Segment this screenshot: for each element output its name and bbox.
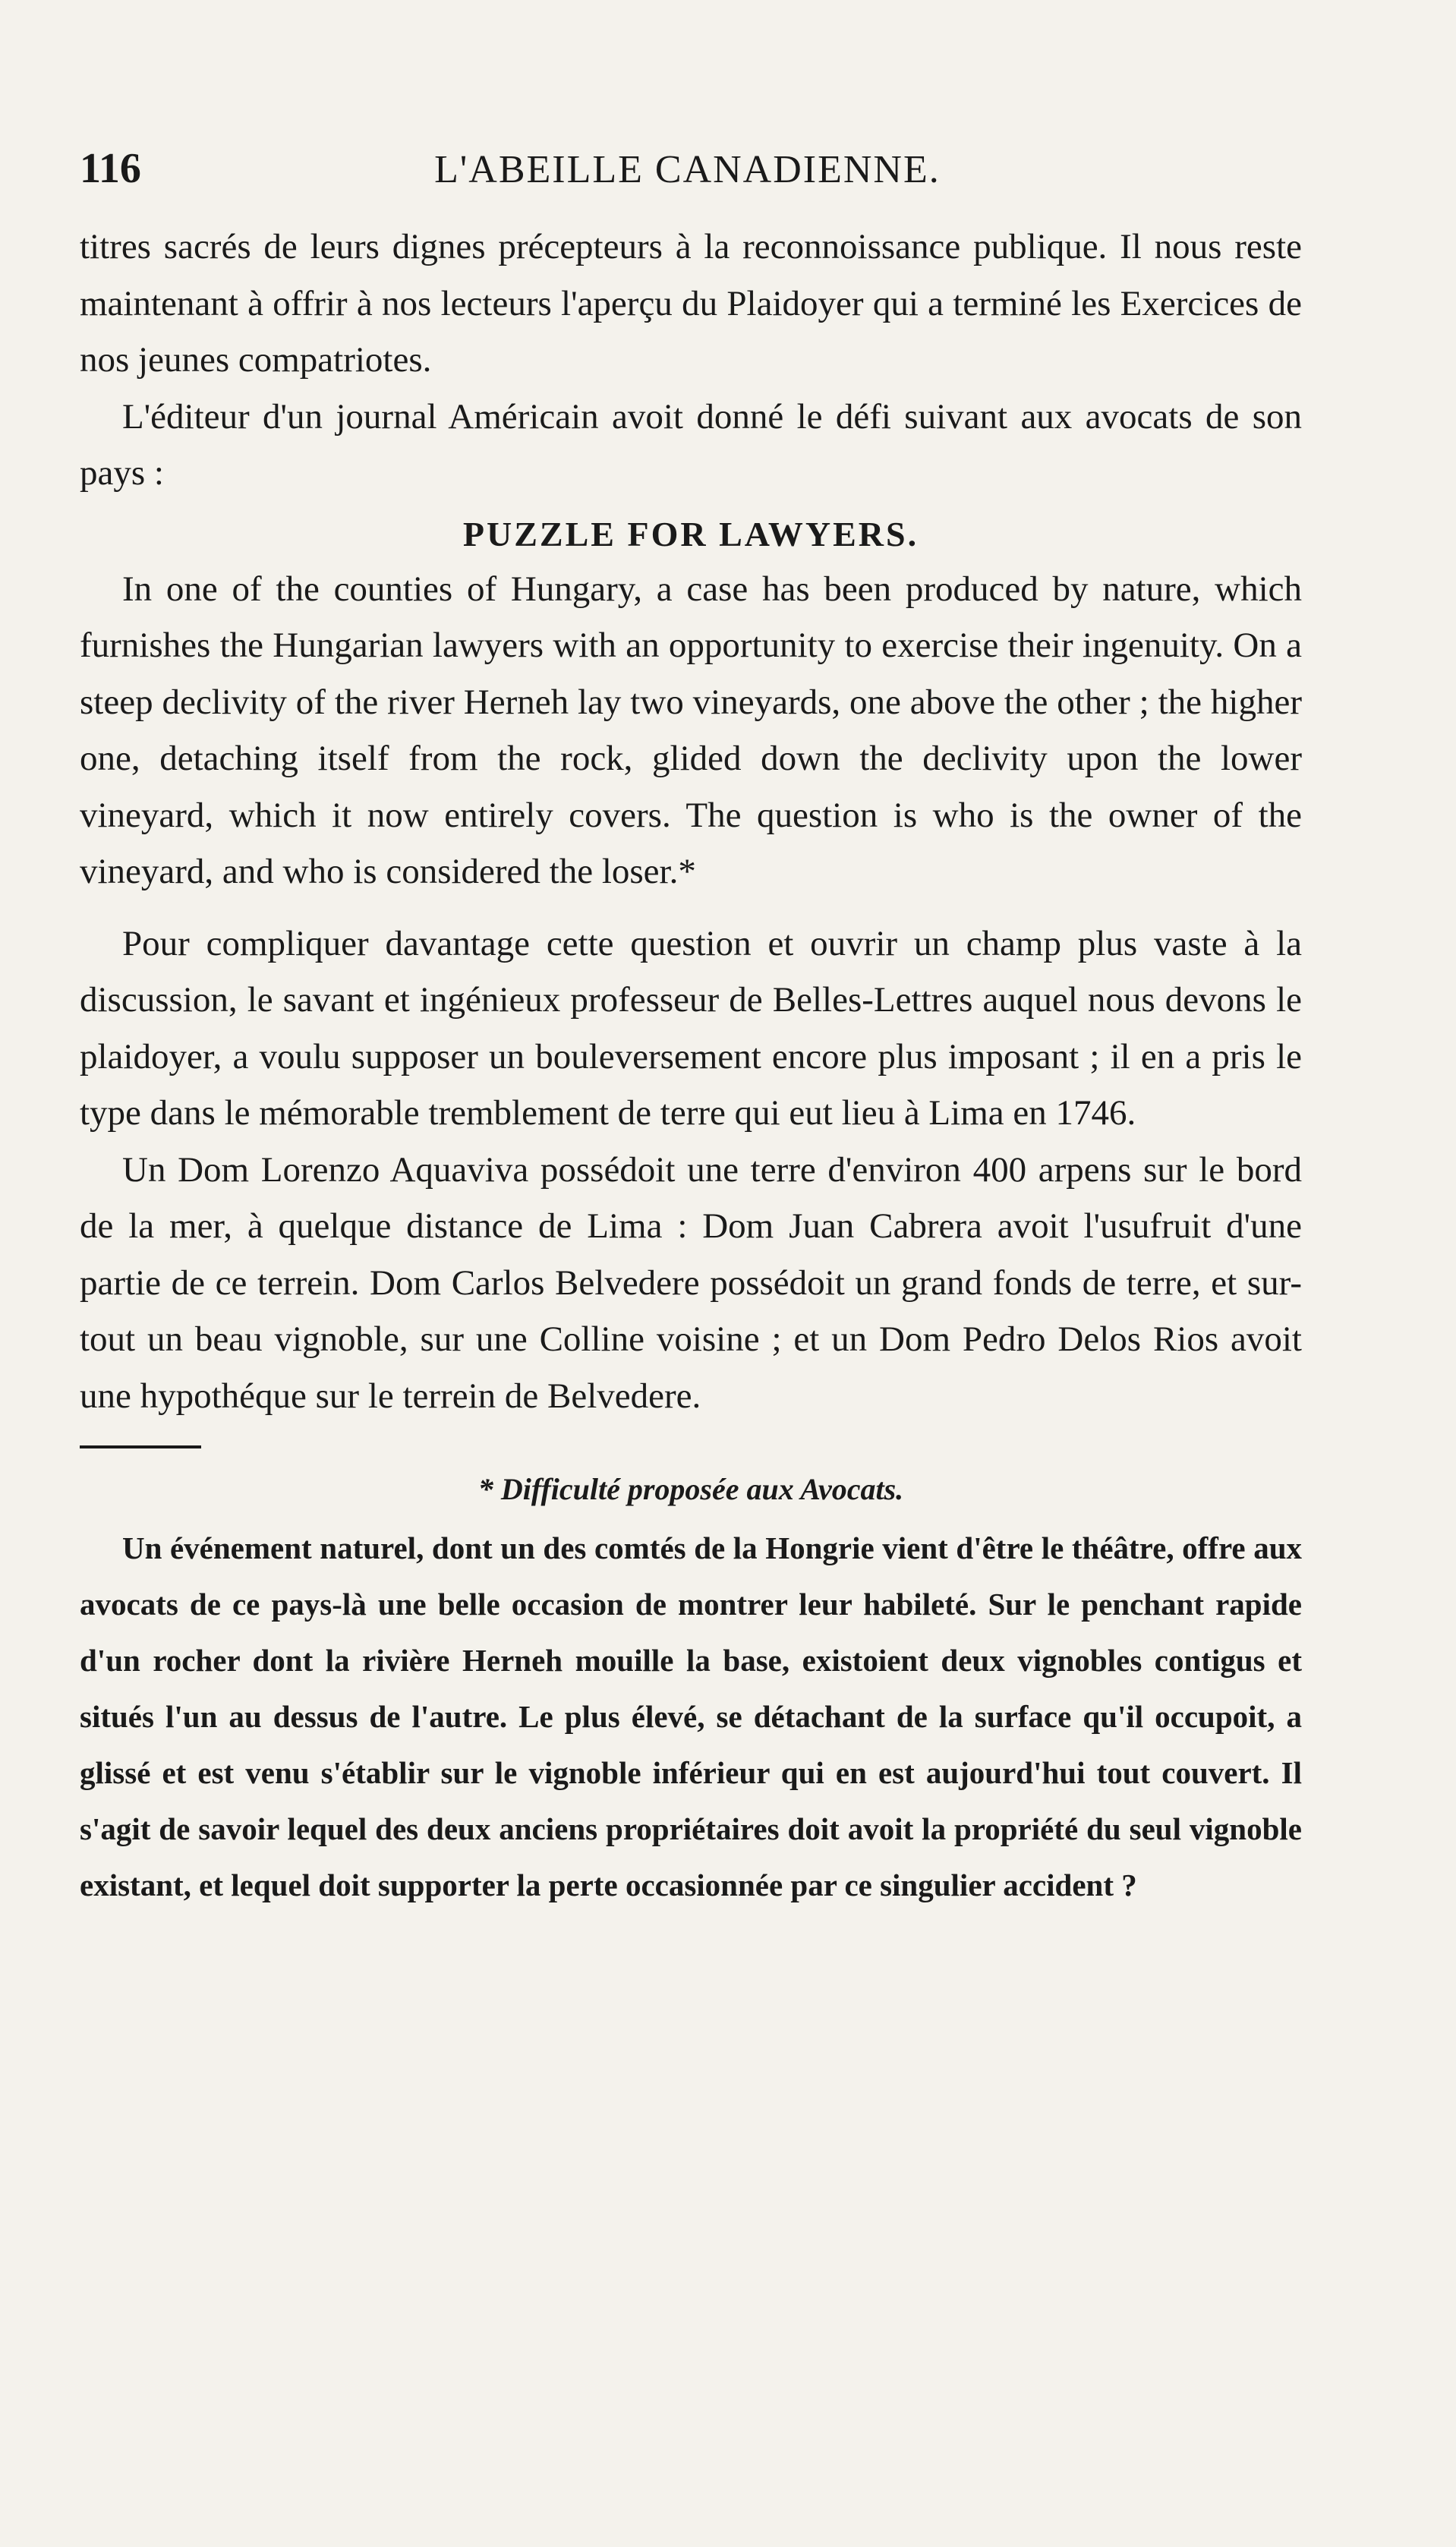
document-page (80, 144, 1302, 1913)
footnote-rule (80, 1445, 201, 1448)
paragraph-3: In one of the counties of Hungary, a case has been produced by nature, which furnishes the Hungarian lawyers with an opportunity to exercise their ingenuity. On a steep declivity of the river Herneh lay two vineyards, one above the other ; the higher one, detaching itself from the rock, glided down the declivity upon the lower vineyard, which it now entirely covers. The question is who is the owner of the vineyard, and who is considered the loser.* (80, 569, 1302, 891)
paragraph-5: Un Dom Lorenzo Aquaviva possédoit une terre d'environ 400 arpens sur le bord de la mer, à quelque distance de Lima : Dom Juan Cabrera avoit l'usufruit d'une partie de ce terrein. Dom Carlos Belvedere possédoit un grand fonds de terre, et sur-tout un beau vignoble, sur une Colline voisine ; et un Dom Pedro Delos Rios avoit une hypothéque sur le terrein de Belvedere. (80, 1149, 1302, 1416)
paragraph-gap (80, 900, 1302, 916)
running-head: L'ABEILLE CANADIENNE. (434, 148, 941, 191)
footnote-text: Un événement naturel, dont un des comtés de la Hongrie vient d'être le théâtre, offre aux avocats de ce pays-là une belle occasion de montrer leur habileté. Sur le penchant rapide d'un rocher dont la rivière Herneh mouille la base, existoient deux vignobles contigus et situés l'un au dessus de l'autre. Le plus élevé, se détachant de la surface qu'il occupoit, a glissé et est venu s'établir sur le vignoble inférieur qui en est aujourd'hui tout couvert. Il s'agit de savoir lequel des deux anciens propriétaires doit avoit la propriété du seul vignoble existant, et lequel doit supporter la perte occasionnée par ce singulier accident ? (80, 1530, 1302, 1902)
paragraph-4: Pour compliquer davantage cette question et ouvrir un champ plus vaste à la discussion, le savant et ingénieux professeur de Belles-Lettres auquel nous devons le plaidoyer, a voulu supposer un bouleversement encore plus imposant ; il en a pris le type dans le mémorable tremblement de terre qui eut lieu à Lima en 1746. (80, 923, 1302, 1133)
footnote-heading: * Difficulté proposée aux Avocats. (477, 1472, 904, 1506)
puzzle-heading: PUZZLE FOR LAWYERS. (462, 514, 919, 553)
page-number: 116 (80, 145, 141, 192)
body-text (80, 219, 1302, 1424)
paragraph-1: titres sacrés de leurs dignes précepteurs à la reconnoissance publique. Il nous reste maintenant à offrir à nos lecteurs l'aperçu du Plaidoyer qui a terminé les Exercices de nos jeunes compatriotes. (80, 227, 1302, 380)
footnote (80, 1465, 1302, 1913)
paragraph-2: L'éditeur d'un journal Américain avoit donné le défi suivant aux avocats de son pays : (80, 396, 1302, 493)
page-header (80, 144, 1302, 205)
